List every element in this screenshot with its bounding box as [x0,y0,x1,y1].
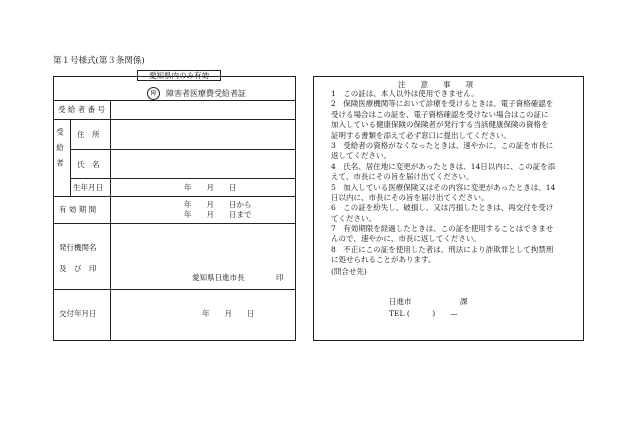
divider [70,149,296,150]
validity-period-label: 有 効 期 間 [59,205,97,214]
period-to: 年 月 日まで [184,210,252,219]
birth-date-label: 生年月日 [73,183,103,192]
note-line: 5 加入している医療保険又はその内容に変更があったときは、14 [331,182,556,192]
divider [53,119,296,120]
seal-mark: 印 [276,273,284,282]
name-label: 氏 名 [77,160,100,169]
note-line: 受ける場合はこの証を、電子資格確認を受けない場合はこの証に [331,109,549,119]
note-line: に処せられることがあります。 [331,255,436,265]
validity-stamp: 愛知県内のみ有効 [137,70,221,81]
contact-section: 課 [460,297,468,306]
note-line: 返してください。 [331,151,391,161]
note-line: 6 この証を紛失し、破損し、又は汚損したときは、再交付を受け [331,203,554,213]
issue-date-value: 年 月 日 [202,309,255,318]
note-line: んので、速やかに、市長に返してください。 [331,234,481,244]
note-line: 8 不正にこの証を使用した者は、刑法により詐欺罪として拘禁刑 [331,244,554,254]
divider [53,100,296,101]
note-line: えて、市長にその旨を届け出てください。 [331,172,474,182]
contact-org: 日進市 [389,297,412,306]
divider [70,119,71,196]
note-line: 1 この証は、本人以外は使用できません。 [331,89,479,98]
notes-list [331,90,581,267]
note-line: 日以内に、市長にその旨を届け出てください。 [331,192,489,202]
recipient-label: 受給者 [55,128,65,175]
note-line: 2 保険医療機関等において診療を受けるときは、電子資格確認を [331,99,554,109]
note-line: 7 有効期限を経過したときは、この証を使用することはできませ [331,224,554,234]
disability-mark-icon: 障 [147,87,160,100]
divider [53,196,296,197]
note-line: 証明する書類を添えて必ず窓口に提出してください。 [331,130,511,140]
divider [53,223,296,224]
form-number: 第１号様式(第３条関係) [53,56,145,66]
note-line: 4 氏名、居住地に変更があったときは、14日以内に、この証を添 [331,161,556,171]
issuer-name: 愛知県日進市長 [192,273,245,282]
period-from: 年 月 日から [184,200,252,209]
divider [70,178,296,179]
issuer-label-line2: 及 び 印 [59,264,97,273]
birth-date-value: 年 月 日 [184,183,237,192]
note-line: てください。 [331,213,376,223]
notes-heading: 注 意 事 項 [398,80,473,89]
contact-tel: TEL ( ) — [389,309,458,318]
certificate-title: 障害者医療費受給者証 [166,89,246,98]
note-line: 加入している健康保険の保険者が発行する当該健康保険の資格を [331,120,549,130]
address-label: 住 所 [77,130,100,139]
issue-date-label: 交付年月日 [59,309,97,318]
contact-heading: (問合せ先) [331,267,367,276]
note-line: 3 受給者の資格がなくなったときは、速やかに、この証を市長に [331,140,554,150]
divider [110,100,111,341]
recipient-number-label: 受 給 者 番 号 [58,105,106,114]
divider [53,289,296,290]
issuer-label-line1: 発行機関名 [59,243,97,252]
